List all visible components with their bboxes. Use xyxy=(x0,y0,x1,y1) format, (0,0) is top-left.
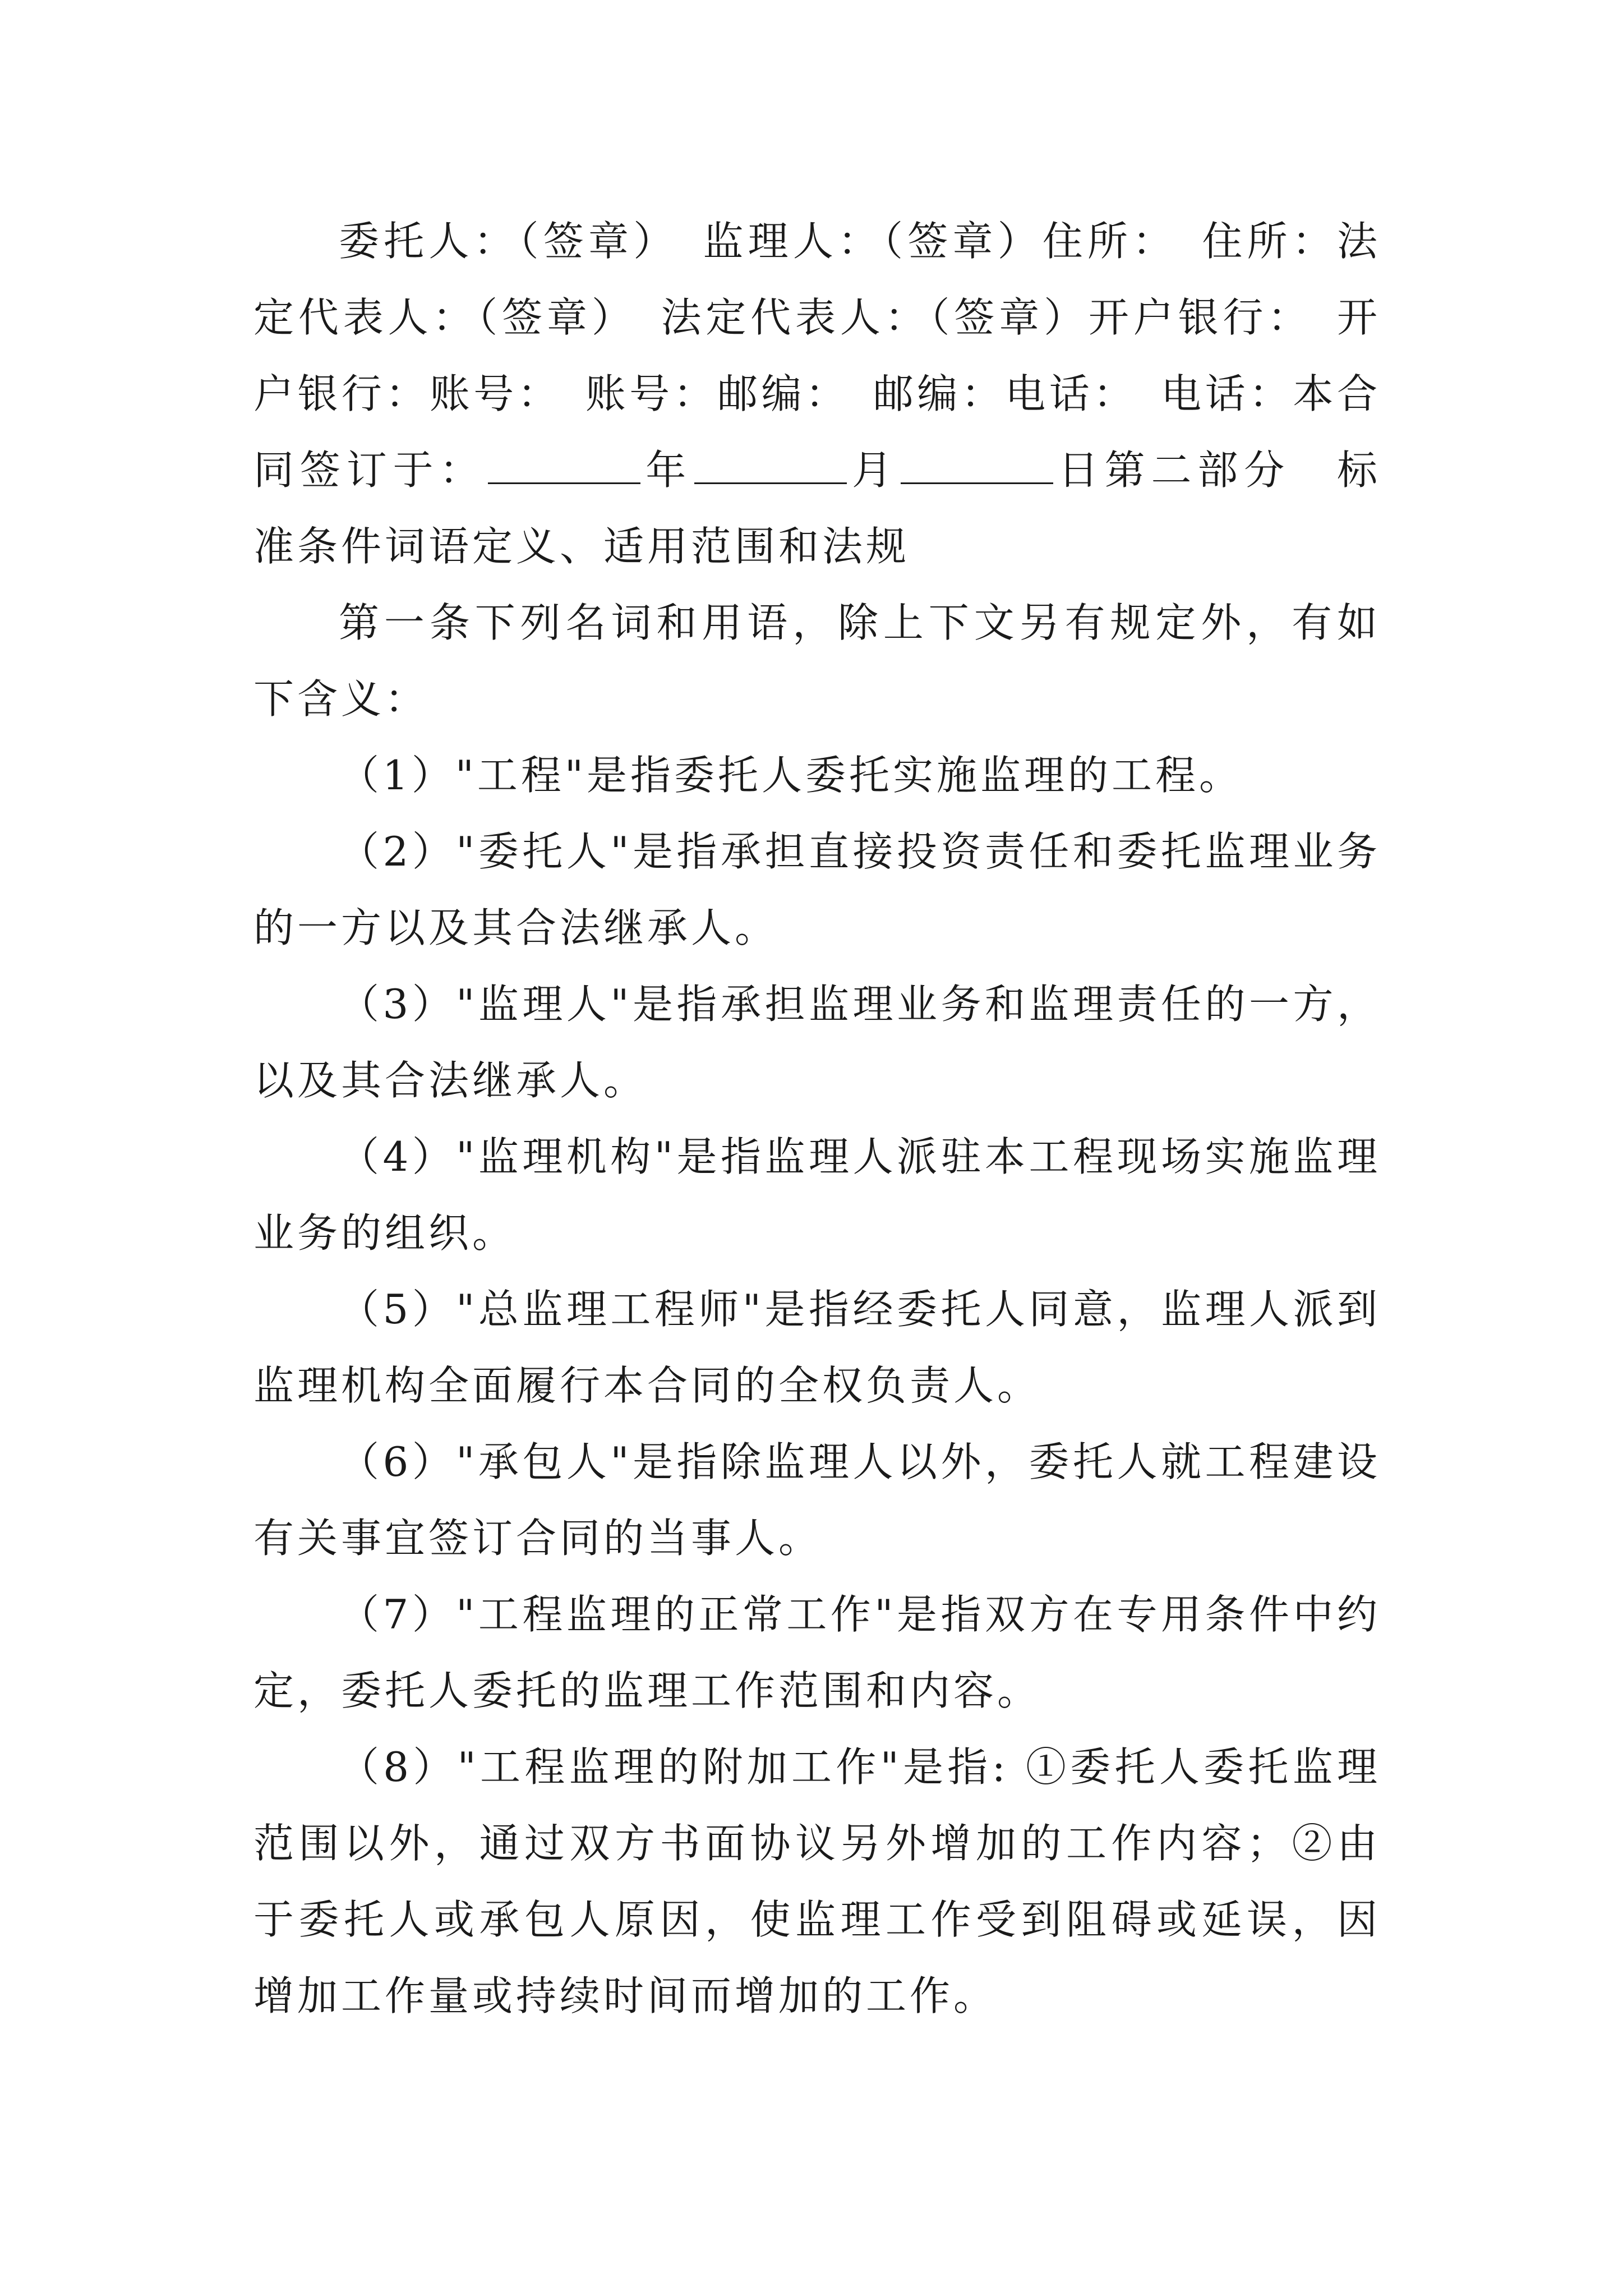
year-blank xyxy=(488,448,640,484)
definition-item-8: （8）"工程监理的附加工作"是指: ①委托人委托监理范围以外，通过双方书面协议另外增加的工作内容；②由于委托人或承包人原因，使监理工作受到阻碍或延误，因增加工作量或持续时间而增加的工作。 xyxy=(253,1743,1381,2019)
article-1-intro: 第一条下列名词和用语，除上下文另有规定外，有如下含义： xyxy=(253,599,1381,723)
signature-block-text: 委托人：（签章） 监理人：（签章）住所： 住所：法定代表人：（签章） 法定代表人：（签章）开户银行： 开户银行：账号： 账号：邮编： 邮编：电话： 电话：本合同签订于： xyxy=(253,218,1381,494)
day-blank xyxy=(901,448,1053,484)
definition-item-1: （1）"工程"是指委托人委托实施监理的工程。 xyxy=(339,752,1243,799)
month-label: 月 xyxy=(849,447,898,494)
document-body xyxy=(253,203,1381,2034)
year-label: 年 xyxy=(643,447,693,494)
signature-block-paragraph xyxy=(253,203,1381,585)
definition-item-6: （6）"承包人"是指除监理人以外，委托人就工程建设有关事宜签订合同的当事人。 xyxy=(253,1438,1381,1562)
month-blank xyxy=(694,448,847,484)
definition-item-2: （2）"委托人"是指承担直接投资责任和委托监理业务的一方以及其合法继承人。 xyxy=(253,828,1381,951)
definition-item-3: （3）"监理人"是指承担监理业务和监理责任的一方，以及其合法继承人。 xyxy=(253,981,1381,1104)
definition-item-4: （4）"监理机构"是指监理人派驻本工程现场实施监理业务的组织。 xyxy=(253,1133,1381,1257)
definition-item-5: （5）"总监理工程师"是指经委托人同意，监理人派到监理机构全面履行本合同的全权负责人。 xyxy=(253,1286,1381,1409)
section-heading-text: 日第二部分 标准条件词语定义、适用范围和法规 xyxy=(253,447,1381,570)
definition-item-7: （7）"工程监理的正常工作"是指双方在专用条件中约定，委托人委托的监理工作范围和内容。 xyxy=(253,1591,1381,1714)
